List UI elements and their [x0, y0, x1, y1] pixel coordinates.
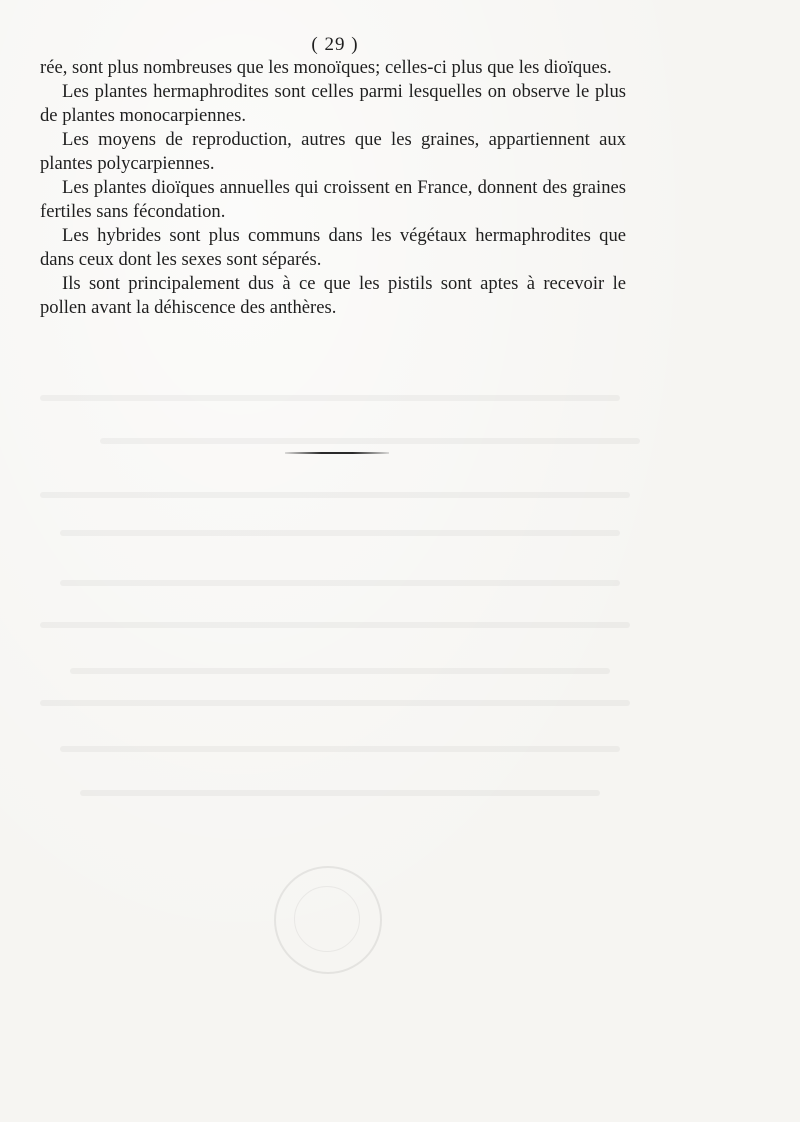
paragraph: Ils sont principalement dus à ce que les pistils sont aptes à recevoir le pollen avant la déhiscence des anthères. — [40, 273, 626, 318]
bleed-through-line — [40, 492, 630, 498]
bleed-through-line — [40, 395, 620, 401]
bleed-through-line — [80, 790, 600, 796]
bleed-through-line — [70, 668, 610, 674]
stamp-inner-ring — [294, 886, 360, 952]
section-divider — [285, 452, 389, 454]
paragraph: Les hybrides sont plus communs dans les végétaux hermaphrodites que dans ceux dont les sexes sont séparés. — [40, 225, 626, 270]
body-text — [40, 56, 626, 320]
bleed-through-line — [60, 580, 620, 586]
bleed-through-line — [60, 746, 620, 752]
paragraph: Les plantes hermaphrodites sont celles parmi lesquelles on observe le plus de plantes monocarpiennes. — [40, 81, 626, 126]
paragraph: Les plantes dioïques annuelles qui croissent en France, donnent des graines fertiles sans fécondation. — [40, 177, 626, 222]
page-number: ( 29 ) — [311, 34, 359, 55]
paragraph: Les moyens de reproduction, autres que les graines, appartiennent aux plantes polycarpiennes. — [40, 129, 626, 174]
paragraph: rée, sont plus nombreuses que les monoïques; celles-ci plus que les dioïques. — [40, 57, 612, 78]
bleed-through-line — [60, 530, 620, 536]
library-stamp-icon — [274, 866, 382, 974]
bleed-through-line — [40, 622, 630, 628]
bleed-through-line — [40, 700, 630, 706]
bleed-through-line — [100, 438, 640, 444]
